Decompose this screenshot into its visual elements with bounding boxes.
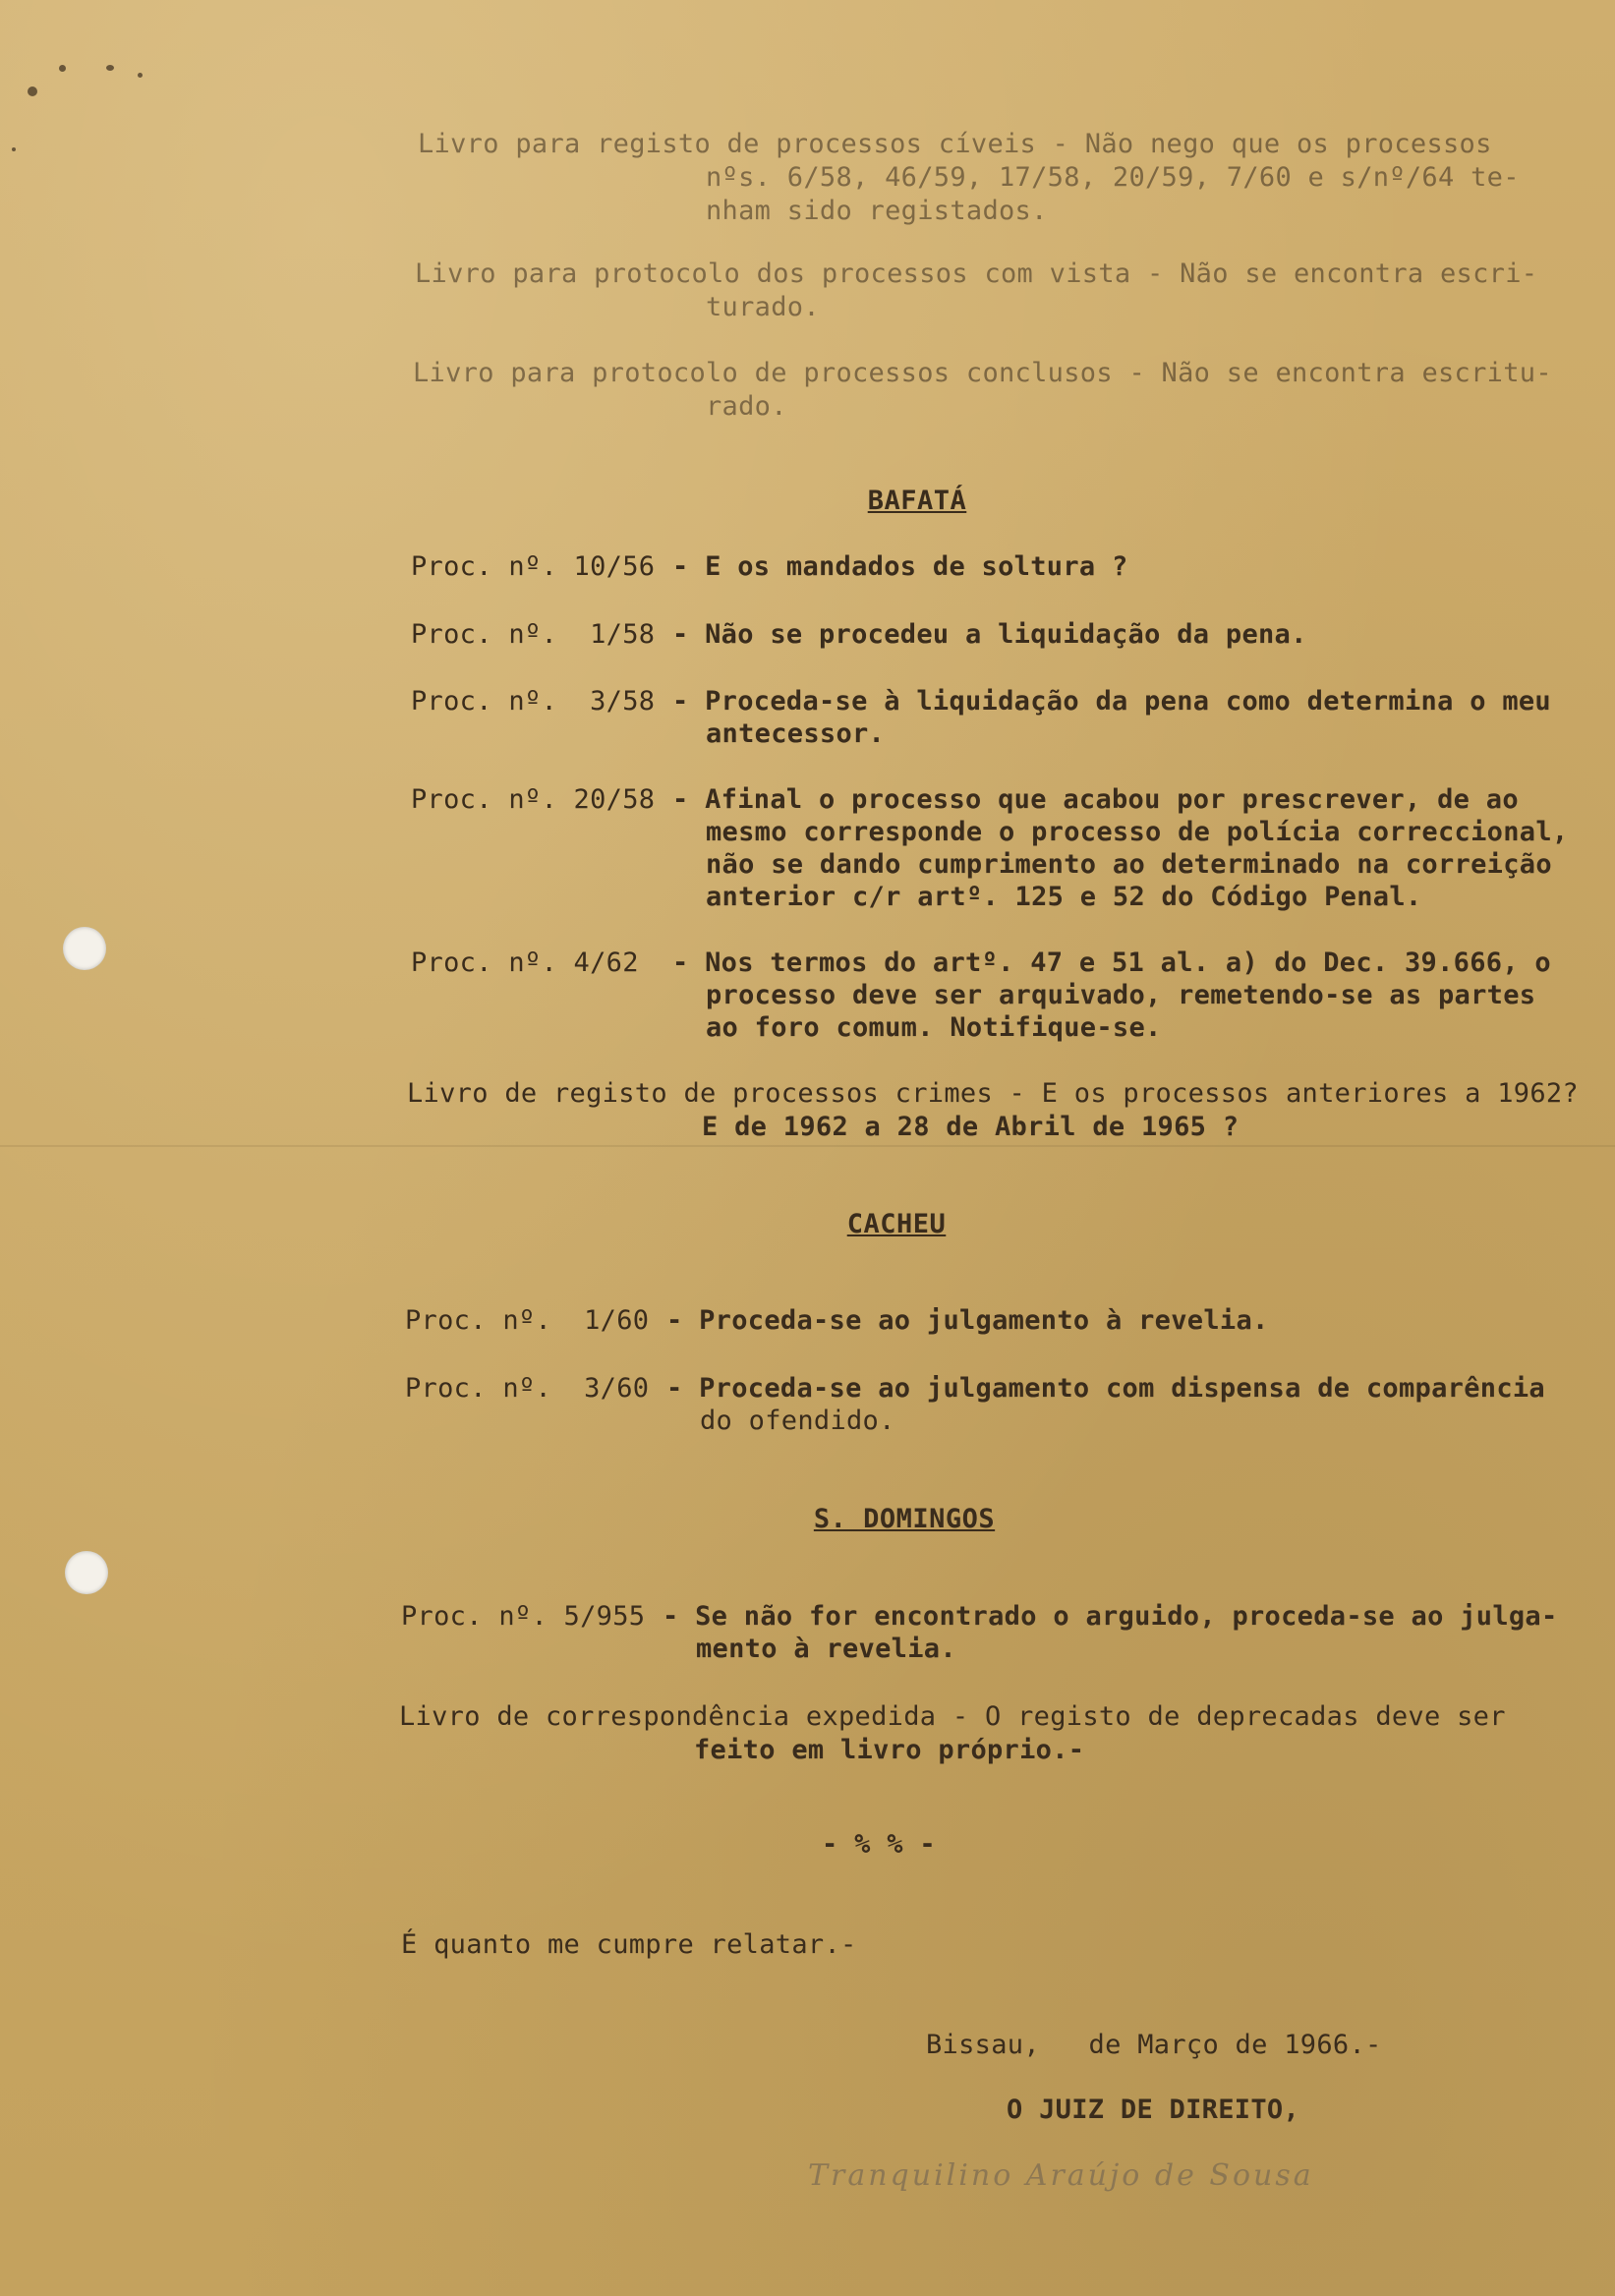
- punch-hole-upper: [63, 927, 106, 970]
- intro-1-line2: nºs. 6/58, 46/59, 17/58, 20/59, 7/60 e s/nº/64 te-: [706, 162, 1520, 193]
- intro-1-line3: nham sido registados.: [706, 196, 1048, 226]
- paper-fold: [0, 1145, 1615, 1147]
- bafata-entry-1-ref: Proc. nº. 10/56: [411, 551, 656, 582]
- paper-speck: [28, 86, 37, 96]
- bafata-entry-4-text3: não se dando cumprimento ao determinado na correição: [706, 849, 1552, 880]
- bafata-entry-4-ref: Proc. nº. 20/58: [411, 784, 656, 815]
- bafata-entry-5-text1: - Nos termos do artº. 47 e 51 al. a) do Dec. 39.666, o: [672, 947, 1551, 978]
- sdomingos-entry-1-ref: Proc. nº. 5/955: [401, 1601, 646, 1632]
- bafata-entry-2-text: - Não se procedeu a liquidação da pena.: [672, 619, 1307, 650]
- cacheu-entry-1-ref: Proc. nº. 1/60: [405, 1305, 650, 1336]
- cacheu-entry-2-ref: Proc. nº. 3/60: [405, 1373, 650, 1404]
- bafata-entry-4-text1: - Afinal o processo que acabou por prescrever, de ao: [672, 784, 1519, 815]
- paper-speck: [59, 65, 66, 72]
- cacheu-entry-1-text: - Proceda-se ao julgamento à revelia.: [666, 1305, 1269, 1336]
- bafata-entry-5-text3: ao foro comum. Notifique-se.: [706, 1012, 1162, 1043]
- bafata-entry-3-text2: antecessor.: [706, 718, 886, 749]
- bafata-entry-4-text2: mesmo corresponde o processo de polícia correccional,: [706, 817, 1569, 847]
- sdomingos-book-line2: feito em livro próprio.-: [694, 1735, 1085, 1765]
- cacheu-entry-2-text1: - Proceda-se ao julgamento com dispensa de comparência: [666, 1373, 1545, 1404]
- punch-hole-lower: [65, 1551, 108, 1594]
- cacheu-entry-2-text2: do ofendido.: [700, 1406, 895, 1436]
- handwritten-signature: Tranquilino Araújo de Sousa: [808, 2158, 1314, 2193]
- intro-1-line1: Livro para registo de processos cíveis - Não nego que os processos: [418, 129, 1492, 159]
- sdomingos-entry-1-text1: - Se não for encontrado o arguido, proceda-se ao julga-: [663, 1601, 1558, 1632]
- sdomingos-book-line1: Livro de correspondência expedida - O registo de deprecadas deve ser: [399, 1701, 1506, 1732]
- intro-3-line2: rado.: [706, 391, 787, 422]
- bafata-entry-5-text2: processo deve ser arquivado, remetendo-se as partes: [706, 980, 1536, 1010]
- bafata-entry-3-ref: Proc. nº. 3/58: [411, 686, 656, 717]
- intro-2-line1: Livro para protocolo dos processos com vista - Não se encontra escri-: [415, 258, 1538, 289]
- bafata-entry-5-ref: Proc. nº. 4/62: [411, 947, 639, 978]
- heading-bafata: BAFATÁ: [867, 486, 967, 516]
- paper-speck: [12, 147, 16, 151]
- bafata-entry-3-text1: - Proceda-se à liquidação da pena como determina o meu: [672, 686, 1551, 717]
- bafata-entry-1-text: - E os mandados de soltura ?: [672, 551, 1128, 582]
- place-date: Bissau, de Março de 1966.-: [926, 2030, 1382, 2060]
- intro-3-line1: Livro para protocolo de processos conclusos - Não se encontra escritu-: [413, 358, 1552, 388]
- bafata-book-line2: E de 1962 a 28 de Abril de 1965 ?: [702, 1112, 1240, 1142]
- bafata-book-line1: Livro de registo de processos crimes - E os processos anteriores a 1962?: [407, 1078, 1579, 1109]
- heading-s-domingos: S. DOMINGOS: [813, 1504, 996, 1534]
- bafata-entry-4-text4: anterior c/r artº. 125 e 52 do Código Penal.: [706, 882, 1422, 912]
- paper-speck: [106, 65, 114, 71]
- heading-cacheu: CACHEU: [846, 1209, 947, 1239]
- signatory-title: O JUIZ DE DIREITO,: [1007, 2095, 1299, 2125]
- intro-2-line2: turado.: [706, 292, 820, 322]
- separator-mark: - % % -: [822, 1829, 936, 1860]
- paper-speck: [138, 73, 143, 78]
- sdomingos-entry-1-text2: mento à revelia.: [696, 1634, 956, 1664]
- closing-statement: É quanto me cumpre relatar.-: [401, 1929, 857, 1960]
- bafata-entry-2-ref: Proc. nº. 1/58: [411, 619, 656, 650]
